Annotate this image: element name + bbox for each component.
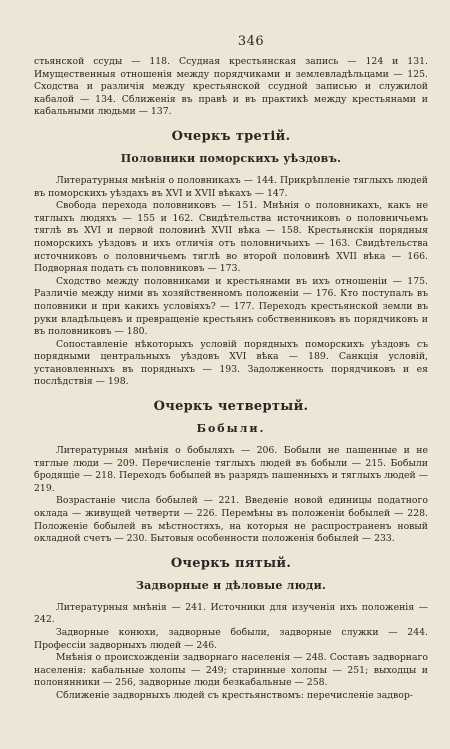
essay-title: Очеркъ четвертый. (153, 399, 309, 415)
paragraph: Литературныя мнѣнія о бобыляхъ — 206. Бобыли не пашенные и не тяглые люди — 209. Перечисленіе тяглыхъ людей въ бобыли — 215. Бобыли бродящіе — 218. Переходъ бобылей въ разрядъ пашенныхъ и тяглыхъ людей — 219. (34, 445, 428, 494)
paragraph: Литературныя мнѣнія — 241. Источники для изученія ихъ положенія — 242. (34, 601, 428, 626)
essay-subtitle: Задворные и дѣловые люди. (136, 578, 326, 592)
paragraph: Сходство между половниками и крестьянами въ ихъ отношеніи — 175. Различіе между ними въ хозяйственномъ положеніи — 176. Кто поступалъ въ половники и при какихъ условіяхъ? — 177. Переходъ крестьянской земли въ руки владѣльцевъ и превращеніе крестьянъ собственниковъ въ порядчиковъ и въ половниковъ — 180. (34, 275, 428, 338)
paragraph: Сближеніе задворныхъ людей съ крестьянствомъ: перечисленіе задвор- (56, 689, 413, 701)
essay-title: Очеркъ пятый. (170, 555, 292, 571)
section-essay-three (34, 129, 428, 389)
paragraph: Задворные конюхи, задворные бобыли, задворные служки — 244. Профессіи задворныхъ людей — 246. (34, 627, 428, 651)
paragraph: Сопоставленіе нѣкоторыхъ условій порядныхъ поморскихъ уѣздовъ съ порядными центральныхъ уѣздовъ XVI вѣка — 189. Санкція условій, установленныхъ въ порядныхъ — 193. Задолженность порядчиковъ и ея послѣдствія — 198. (34, 338, 428, 388)
essay-subtitle: Половники поморскихъ уѣздовъ. (120, 151, 342, 165)
paragraph: Свобода перехода половниковъ — 151. Мнѣнія о половникахъ, какъ не тяглыхъ людяхъ — 155 и 162. Свидѣтельства источниковъ о половничьемъ тяглѣ въ XVI и первой половинѣ XVII вѣка — 158. Крестьянскія порядныя поморскихъ уѣздовъ и ихъ отличія отъ половничьихъ — 163. Свидѣтельства источниковъ о половничьемъ тяглѣ во второй половинѣ XVII вѣка — 166. Подворная подать съ половниковъ — 173. (34, 200, 428, 275)
section-essay-five (34, 556, 428, 703)
paragraph: Мнѣнія о происхожденіи задворнаго населенія — 248. Составъ задворнаго населенія: кабальные холопы — 249; старинные холопы — 251; выходцы и полонянники — 256, задворные люди безкабальные — 258. (34, 652, 428, 689)
paragraph: Возрастаніе числа бобылей — 221. Введеніе новой единицы податного оклада — живущей четверти — 226. Перемѣны въ положеніи бобылей — 228. Положеніе бобылей въ мѣстностяхъ, на которыя не распространенъ новый окладной счетъ — 230. Бытовыя особенности положенія бобылей — 233. (34, 495, 428, 545)
paragraph: Литературныя мнѣнія о половникахъ — 144. Прикрѣпленіе тяглыхъ людей въ поморскихъ уѣздахъ въ XVI и XVII вѣкахъ — 147. (34, 174, 428, 199)
intro-paragraph: стьянской ссуды — 118. Ссудная крестьянская запись — 124 и 131. Имущественныя отношенія между порядчиками и землевладѣльцами — 125. Сходства и различія между крестьянской ссудной записью и служилой кабалой — 134. Сближенія въ правѣ и въ практикѣ между крестьянами и кабальными людьми — 137. (34, 56, 428, 118)
essay-title: Очеркъ третій. (171, 128, 291, 144)
essay-subtitle: Бобыли. (196, 422, 266, 436)
page-number: 346 (237, 34, 265, 49)
section-essay-four (34, 399, 428, 546)
